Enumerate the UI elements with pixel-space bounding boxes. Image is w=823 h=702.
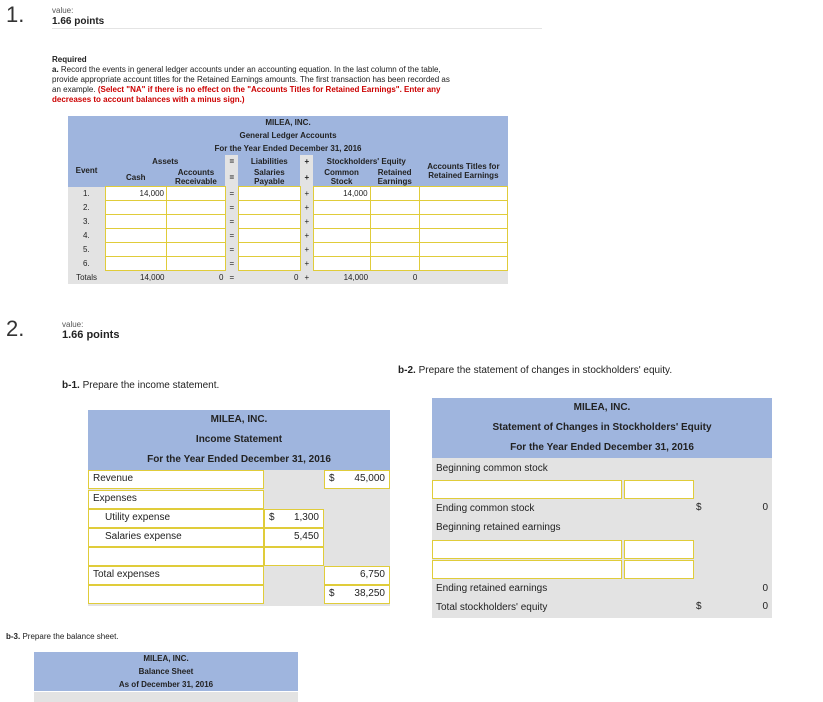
gl-ar-input[interactable] — [166, 201, 225, 215]
gl-title-select[interactable] — [419, 243, 507, 257]
required-title: Required — [52, 55, 87, 64]
gl-re-input[interactable] — [370, 201, 419, 215]
is-net-amt[interactable]: $ 38,250 — [324, 585, 390, 604]
se-total: Total stockholders' equity — [436, 602, 548, 613]
points-label: 1.66 points — [52, 16, 105, 27]
gl-re-input[interactable] — [370, 187, 419, 201]
se-total-amt: $ 0 — [696, 601, 768, 612]
se-company: MILEA, INC. — [573, 402, 631, 413]
gl-row — [68, 243, 508, 257]
gl-plus: + — [300, 257, 313, 271]
gl-row — [68, 215, 508, 229]
value-label: value: — [52, 6, 74, 15]
gl-cs-input[interactable] — [313, 201, 370, 215]
gl-row — [68, 229, 508, 243]
gl-period: For the Year Ended December 31, 2016 — [214, 144, 362, 153]
gl-h-cs: Common Stock — [313, 168, 370, 187]
se-row-amt[interactable] — [624, 540, 694, 559]
se-beg-cs: Beginning common stock — [436, 463, 548, 474]
gl-cs-input[interactable] — [313, 257, 370, 271]
gl-sp-input[interactable] — [238, 187, 300, 201]
gl-total-cs: 14,000 — [313, 271, 370, 285]
question-number: 1. — [6, 2, 25, 27]
se-row-amt[interactable] — [624, 480, 694, 499]
gl-h-liabilities: Liabilities — [238, 155, 300, 168]
se-row-label[interactable] — [432, 480, 622, 499]
se-row-label[interactable] — [432, 560, 622, 579]
gl-title-select[interactable] — [419, 229, 507, 243]
gl-total-sp: 0 — [238, 271, 300, 285]
gl-h-re: Retained Earnings — [370, 168, 419, 187]
gl-event: 1. — [68, 187, 105, 201]
gl-event: 3. — [68, 215, 105, 229]
instruction-text: Record the events in general ledger accounts under an accounting equation. In the last column of the table, provide appropriate account titles for the Retained Earnings amounts. The first transaction has been recorded as an example. — [52, 65, 450, 94]
gl-eq: = — [225, 257, 238, 271]
income-header — [88, 410, 390, 470]
gl-cash-input[interactable] — [105, 257, 166, 271]
gl-plus: + — [300, 201, 313, 215]
gl-re-input[interactable] — [370, 229, 419, 243]
gl-title-select[interactable] — [419, 201, 507, 215]
b1-heading: b-1. Prepare the income statement. — [62, 380, 220, 391]
gl-sp-input[interactable] — [238, 215, 300, 229]
is-salaries-label[interactable]: Salaries expense — [88, 528, 264, 547]
gl-ar-input[interactable] — [166, 187, 225, 201]
gl-total-re: 0 — [370, 271, 419, 285]
se-end-cs: Ending common stock — [436, 503, 535, 514]
gl-eq: = — [225, 243, 238, 257]
se-header — [432, 398, 772, 458]
gl-ar-input[interactable] — [166, 229, 225, 243]
is-period: For the Year Ended December 31, 2016 — [147, 454, 331, 465]
gl-title: General Ledger Accounts — [239, 131, 337, 140]
gl-h-plus: + — [300, 155, 313, 168]
gl-cs-input[interactable] — [313, 229, 370, 243]
gl-plus: + — [300, 187, 313, 201]
se-end-cs-amt: $ 0 — [696, 502, 768, 513]
is-revenue-amt[interactable]: $ 45,000 — [324, 470, 390, 489]
gl-h-cash: Cash — [105, 168, 166, 187]
is-blank-amt[interactable] — [264, 547, 324, 566]
gl-sp-input[interactable] — [238, 257, 300, 271]
gl-cash-input[interactable] — [105, 215, 166, 229]
gl-row — [68, 201, 508, 215]
gl-h-se: Stockholders' Equity — [313, 155, 419, 168]
is-blank-label[interactable] — [88, 547, 264, 566]
b3-heading: b-3. Prepare the balance sheet. — [6, 632, 119, 641]
gl-row — [68, 257, 508, 271]
se-beg-re: Beginning retained earnings — [436, 522, 561, 533]
value-label: value: — [62, 320, 84, 329]
se-row-amt[interactable] — [624, 560, 694, 579]
gl-cs-input[interactable]: 14,000 — [313, 187, 370, 201]
gl-row — [68, 187, 508, 201]
gl-eq: = — [225, 215, 238, 229]
bs-company: MILEA, INC. — [143, 654, 189, 663]
se-end-re: Ending retained earnings — [436, 583, 548, 594]
gl-eq: = — [225, 187, 238, 201]
instructions — [52, 55, 452, 105]
bs-title: Balance Sheet — [138, 667, 194, 676]
is-company: MILEA, INC. — [210, 414, 268, 425]
is-utility-amt[interactable]: $ 1,300 — [264, 509, 324, 528]
gl-total-cash: 14,000 — [105, 271, 166, 285]
is-title: Income Statement — [195, 434, 283, 445]
gl-ar-input[interactable] — [166, 215, 225, 229]
gl-cash-input[interactable] — [105, 229, 166, 243]
gl-eq: = — [225, 229, 238, 243]
gl-h-event: Event — [68, 155, 105, 187]
gl-cash-input[interactable] — [105, 243, 166, 257]
gl-cs-input[interactable] — [313, 215, 370, 229]
gl-ar-input[interactable] — [166, 243, 225, 257]
se-title: Statement of Changes in Stockholders' Equity — [492, 422, 712, 433]
gl-cash-input[interactable] — [105, 201, 166, 215]
gl-sp-input[interactable] — [238, 243, 300, 257]
points-label: 1.66 points — [62, 329, 120, 341]
gl-cash-input[interactable]: 14,000 — [105, 187, 166, 201]
gl-h-eq: = — [225, 155, 238, 168]
gl-h-sp: Salaries Payable — [238, 168, 300, 187]
is-total-exp-label[interactable]: Total expenses — [88, 566, 264, 585]
gl-h-ar: Accounts Receivable — [166, 168, 225, 187]
instruction-letter: a. — [52, 65, 59, 74]
divider — [52, 28, 542, 29]
gl-sp-input[interactable] — [238, 201, 300, 215]
gl-event: 6. — [68, 257, 105, 271]
balance-sheet-header — [34, 652, 298, 691]
gl-totals-label: Totals — [68, 271, 105, 285]
general-ledger-table: MILEA, INC. General Ledger Accounts For the Year Ended December 31, 2016 Event Assets = Liabilities + Stockholders' Equity Accounts Titles for Retained Earnings Cash Accounts Receivable = Salaries Payable + Common Stock Retained Earnings 1. 14,000 = + 14,000 2. = + 3. = + 4. = + 5. = + 6. = + Totals 14,000 0 = 0 + 14,000 0 — [68, 116, 508, 284]
se-row-label[interactable] — [432, 540, 622, 559]
gl-ar-input[interactable] — [166, 257, 225, 271]
balance-sheet-body — [34, 692, 298, 702]
is-salaries-amt[interactable]: 5,450 — [264, 528, 324, 547]
se-period: For the Year Ended December 31, 2016 — [510, 442, 694, 453]
gl-plus: + — [300, 215, 313, 229]
b2-heading: b-2. Prepare the statement of changes in stockholders' equity. — [398, 365, 673, 376]
question-number: 2. — [6, 316, 25, 341]
is-revenue-label[interactable]: Revenue — [88, 470, 264, 489]
gl-title-select[interactable] — [419, 257, 507, 271]
is-total-exp-amt[interactable]: 6,750 — [324, 566, 390, 585]
gl-re-input[interactable] — [370, 215, 419, 229]
gl-h-assets: Assets — [105, 155, 225, 168]
is-expenses-label[interactable]: Expenses — [88, 490, 264, 509]
instruction-red: (Select "NA" if there is no effect on the "Accounts Titles for Retained Earnings". Enter any decreases to account balances with a minus sign.) — [52, 85, 441, 104]
gl-title-select[interactable] — [419, 187, 507, 201]
gl-plus: + — [300, 243, 313, 257]
is-utility-label[interactable]: Utility expense — [88, 509, 264, 528]
gl-re-input[interactable] — [370, 243, 419, 257]
gl-re-input[interactable] — [370, 257, 419, 271]
gl-h-titles: Accounts Titles for Retained Earnings — [419, 155, 507, 187]
bs-period: As of December 31, 2016 — [118, 680, 214, 689]
gl-plus: + — [300, 229, 313, 243]
se-end-re-amt: 0 — [762, 583, 768, 594]
gl-total-ar: 0 — [166, 271, 225, 285]
is-net-label[interactable] — [88, 585, 264, 604]
gl-sp-input[interactable] — [238, 229, 300, 243]
gl-title-select[interactable] — [419, 215, 507, 229]
gl-event: 5. — [68, 243, 105, 257]
gl-event: 2. — [68, 201, 105, 215]
gl-event: 4. — [68, 229, 105, 243]
gl-cs-input[interactable] — [313, 243, 370, 257]
gl-company: MILEA, INC. — [265, 118, 311, 127]
gl-eq: = — [225, 201, 238, 215]
